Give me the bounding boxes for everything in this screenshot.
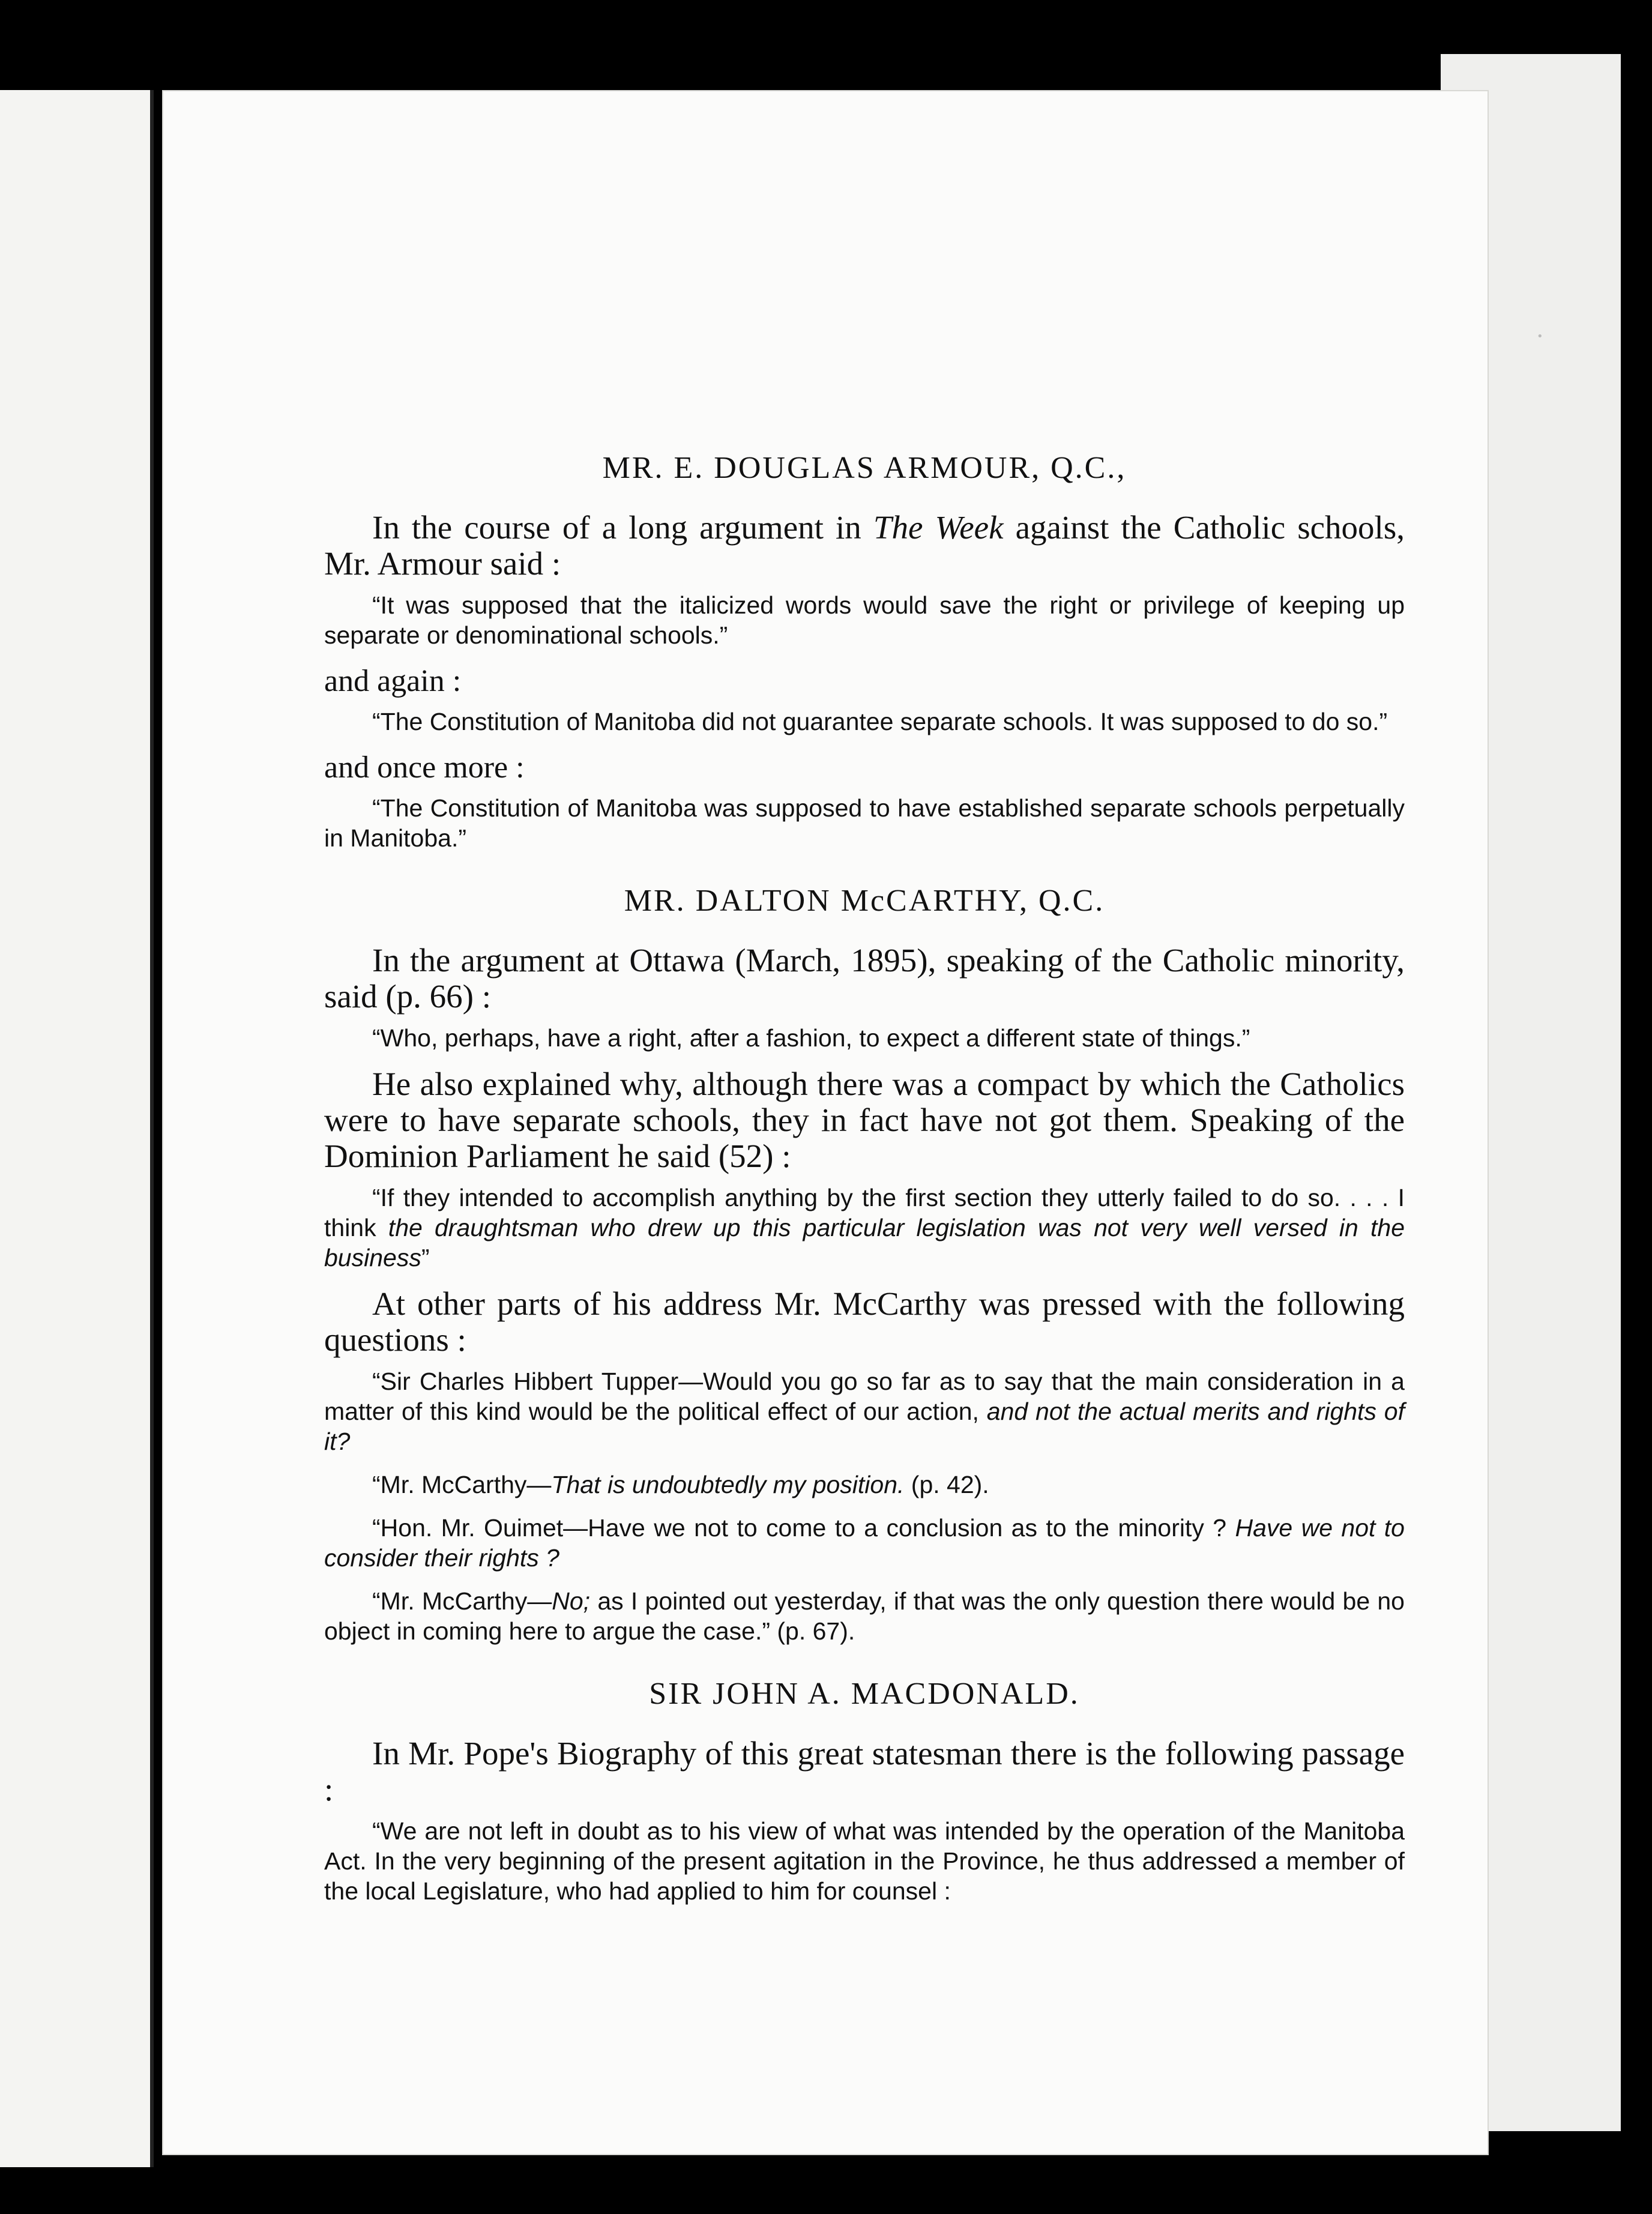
section-armour [324, 450, 1405, 853]
quote-text-end: (p. 42). [904, 1471, 989, 1498]
quote-text: “Mr. McCarthy— [372, 1471, 552, 1498]
section-macdonald [324, 1676, 1405, 1906]
quote: “The Constitution of Manitoba was supposed to have established separate schools perpetually in Manitoba.” [324, 794, 1405, 852]
quote-text-end: ” [421, 1244, 430, 1271]
paragraph: In the argument at Ottawa (March, 1895), speaking of the Catholic minority, said (p. 66) : [324, 942, 1405, 1015]
scan-speck: • [1537, 330, 1543, 343]
quote-text-end: as I pointed out yesterday, if that was the only question there would be no object in coming here to argue the case.” (p. 67). [324, 1587, 1405, 1645]
section-heading: MR. DALTON McCARTHY, Q.C. [624, 884, 1105, 918]
document-page [162, 90, 1543, 2155]
page-content [324, 450, 1405, 1936]
paragraph: At other parts of his address Mr. McCarthy was pressed with the following questions : [324, 1285, 1405, 1358]
quote-text: “Mr. McCarthy— [372, 1587, 552, 1615]
quote [324, 1366, 1405, 1456]
connector-text: and again : [324, 664, 462, 698]
facing-page-edge [0, 90, 154, 2167]
quote: “The Constitution of Manitoba did not guarantee separate schools. It was supposed to do so.” [372, 708, 1388, 735]
paragraph: He also explained why, although there was a compact by which the Catholics were to have separate schools, they in fact have not got them. Speaking of the Dominion Parliament he said (52) : [324, 1066, 1405, 1174]
section-heading: MR. E. DOUGLAS ARMOUR, Q.C., [602, 451, 1127, 485]
quote [324, 1470, 1405, 1500]
intro-text: In the course of a long argument in [372, 509, 873, 546]
quote: “Who, perhaps, have a right, after a fashion, to expect a different state of things.” [372, 1024, 1250, 1052]
publication-title: The Week [873, 509, 1004, 546]
quote-text: “Sir Charles Hibbert Tupper—Would you go so far as to say that the main consideration in a matter of this kind would be the political effect of our action, [324, 1368, 1405, 1425]
quote-italic: the draughtsman who drew up this particular legislation was not very well versed in the business [324, 1214, 1405, 1271]
paragraph: In Mr. Pope's Biography of this great statesman there is the following passage : [324, 1735, 1405, 1808]
section-heading: SIR JOHN A. MACDONALD. [649, 1677, 1080, 1711]
connector-text: and once more : [324, 750, 525, 785]
quote-italic: No; [552, 1587, 591, 1615]
section-mccarthy [324, 883, 1405, 1646]
quote-text: “Hon. Mr. Ouimet—Have we not to come to a conclusion as to the minority ? [372, 1514, 1235, 1542]
quote-italic: Have we not to consider their rights ? [324, 1514, 1405, 1572]
quote: “We are not left in doubt as to his view of what was intended by the operation of the Manitoba Act. In the very beginning of the present agitation in the Province, he thus addressed a member of the local Legislature, who had applied to him for counsel : [324, 1817, 1405, 1905]
quote: “It was supposed that the italicized words would save the right or privilege of keeping up separate or denominational schools.” [324, 591, 1405, 649]
quote [324, 1183, 1405, 1273]
quote-italic: That is undoubtedly my position. [551, 1471, 905, 1498]
quote [324, 1586, 1405, 1646]
quote-text: “If they intended to accomplish anything by the first section they utterly failed to do so. . . . I think [324, 1184, 1405, 1241]
intro-text-end: against the Catholic schools, Mr. Armour said : [324, 509, 1405, 582]
quote [324, 1513, 1405, 1573]
quote-italic: and not the actual merits and rights of it? [324, 1398, 1405, 1455]
intro-paragraph [324, 510, 1405, 582]
